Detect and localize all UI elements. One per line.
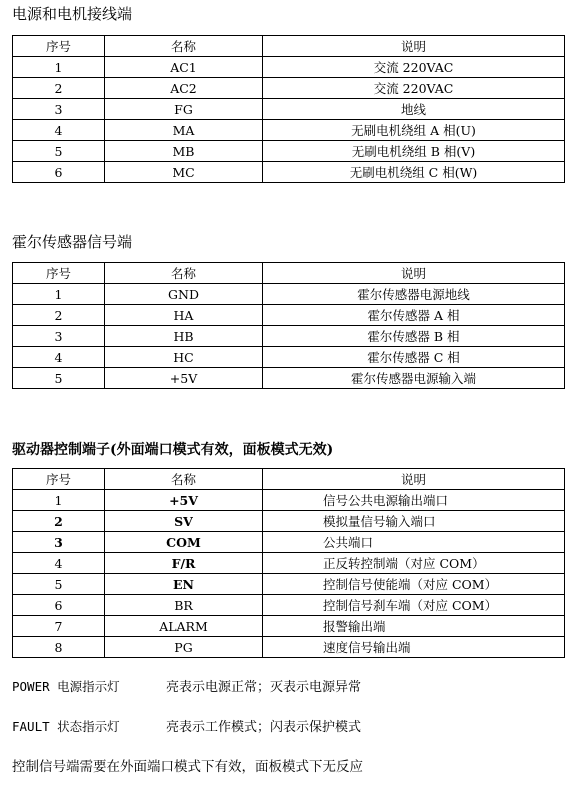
cell-desc: 信号公共电源输出端口 <box>263 490 565 511</box>
section-title-driver-control: 驱动器控制端子(外面端口模式有效，面板模式无效) <box>12 442 334 458</box>
cell-no: 7 <box>13 616 105 637</box>
cell-no: 1 <box>13 284 105 305</box>
cell-name: AC1 <box>105 57 263 78</box>
hall-sensor-table <box>12 262 565 389</box>
table-row <box>13 326 565 347</box>
cell-desc: 模拟量信号输入端口 <box>263 511 565 532</box>
cell-name: MB <box>105 141 263 162</box>
cell-desc: 无刷电机绕组 B 相(V) <box>263 141 565 162</box>
cell-desc: 霍尔传感器 A 相 <box>263 305 565 326</box>
cell-name: +5V <box>105 490 263 511</box>
table-row <box>13 368 565 389</box>
header-no: 序号 <box>13 36 105 57</box>
cell-no: 6 <box>13 595 105 616</box>
cell-desc: 无刷电机绕组 C 相(W) <box>263 162 565 183</box>
cell-desc: 霍尔传感器电源地线 <box>263 284 565 305</box>
power-indicator-note <box>12 678 361 697</box>
table-row <box>13 532 565 553</box>
cell-name: ALARM <box>105 616 263 637</box>
cell-name: COM <box>105 532 263 553</box>
table-row <box>13 284 565 305</box>
control-signal-note: 控制信号端需要在外面端口模式下有效，面板模式下无反应 <box>12 759 363 775</box>
cell-name: MC <box>105 162 263 183</box>
table-row <box>13 78 565 99</box>
section-title-hall-sensor: 霍尔传感器信号端 <box>12 233 133 251</box>
cell-desc: 交流 220VAC <box>263 57 565 78</box>
cell-no: 4 <box>13 120 105 141</box>
table-header-row <box>13 469 565 490</box>
power-indicator-text: 亮表示电源正常；灭表示电源异常 <box>166 680 362 695</box>
header-name: 名称 <box>105 469 263 490</box>
cell-name: FG <box>105 99 263 120</box>
table-row <box>13 511 565 532</box>
section-title-power-motor: 电源和电机接线端 <box>12 5 133 23</box>
cell-no: 2 <box>13 511 105 532</box>
cell-no: 2 <box>13 305 105 326</box>
cell-desc: 公共端口 <box>263 532 565 553</box>
cell-name: EN <box>105 574 263 595</box>
table-row <box>13 141 565 162</box>
cell-desc: 地线 <box>263 99 565 120</box>
cell-no: 4 <box>13 553 105 574</box>
cell-no: 1 <box>13 490 105 511</box>
header-no: 序号 <box>13 263 105 284</box>
cell-desc: 报警输出端 <box>263 616 565 637</box>
cell-name: HC <box>105 347 263 368</box>
cell-name: HB <box>105 326 263 347</box>
cell-desc: 正反转控制端（对应 COM） <box>263 553 565 574</box>
table-row <box>13 553 565 574</box>
cell-no: 3 <box>13 99 105 120</box>
table-row <box>13 57 565 78</box>
cell-name: MA <box>105 120 263 141</box>
cell-desc: 无刷电机绕组 A 相(U) <box>263 120 565 141</box>
cell-name: PG <box>105 637 263 658</box>
table-row <box>13 490 565 511</box>
table-row <box>13 637 565 658</box>
table-row <box>13 162 565 183</box>
cell-desc: 控制信号使能端（对应 COM） <box>263 574 565 595</box>
cell-desc: 控制信号刹车端（对应 COM） <box>263 595 565 616</box>
cell-no: 3 <box>13 532 105 553</box>
table-row <box>13 347 565 368</box>
fault-indicator-text: 亮表示工作模式；闪表示保护模式 <box>166 720 362 735</box>
fault-indicator-label: FAULT 状态指示灯 <box>12 719 120 734</box>
cell-desc: 交流 220VAC <box>263 78 565 99</box>
fault-indicator-note <box>12 718 361 737</box>
cell-name: F/R <box>105 553 263 574</box>
table-row <box>13 120 565 141</box>
cell-name: BR <box>105 595 263 616</box>
cell-desc: 霍尔传感器 C 相 <box>263 347 565 368</box>
table-row <box>13 574 565 595</box>
cell-no: 5 <box>13 574 105 595</box>
cell-no: 5 <box>13 368 105 389</box>
table-row <box>13 616 565 637</box>
cell-desc: 霍尔传感器电源输入端 <box>263 368 565 389</box>
table-row <box>13 305 565 326</box>
cell-desc: 霍尔传感器 B 相 <box>263 326 565 347</box>
cell-name: AC2 <box>105 78 263 99</box>
header-name: 名称 <box>105 263 263 284</box>
cell-desc: 速度信号输出端 <box>263 637 565 658</box>
cell-name: HA <box>105 305 263 326</box>
cell-no: 8 <box>13 637 105 658</box>
cell-no: 1 <box>13 57 105 78</box>
cell-no: 5 <box>13 141 105 162</box>
header-name: 名称 <box>105 36 263 57</box>
cell-name: +5V <box>105 368 263 389</box>
cell-name: GND <box>105 284 263 305</box>
header-desc: 说明 <box>263 263 565 284</box>
header-no: 序号 <box>13 469 105 490</box>
table-row <box>13 595 565 616</box>
cell-no: 6 <box>13 162 105 183</box>
header-desc: 说明 <box>263 469 565 490</box>
cell-no: 3 <box>13 326 105 347</box>
power-motor-table <box>12 35 565 183</box>
table-row <box>13 99 565 120</box>
power-indicator-label: POWER 电源指示灯 <box>12 679 120 694</box>
cell-name: SV <box>105 511 263 532</box>
table-header-row <box>13 36 565 57</box>
cell-no: 4 <box>13 347 105 368</box>
header-desc: 说明 <box>263 36 565 57</box>
driver-control-table <box>12 468 565 658</box>
table-header-row <box>13 263 565 284</box>
cell-no: 2 <box>13 78 105 99</box>
